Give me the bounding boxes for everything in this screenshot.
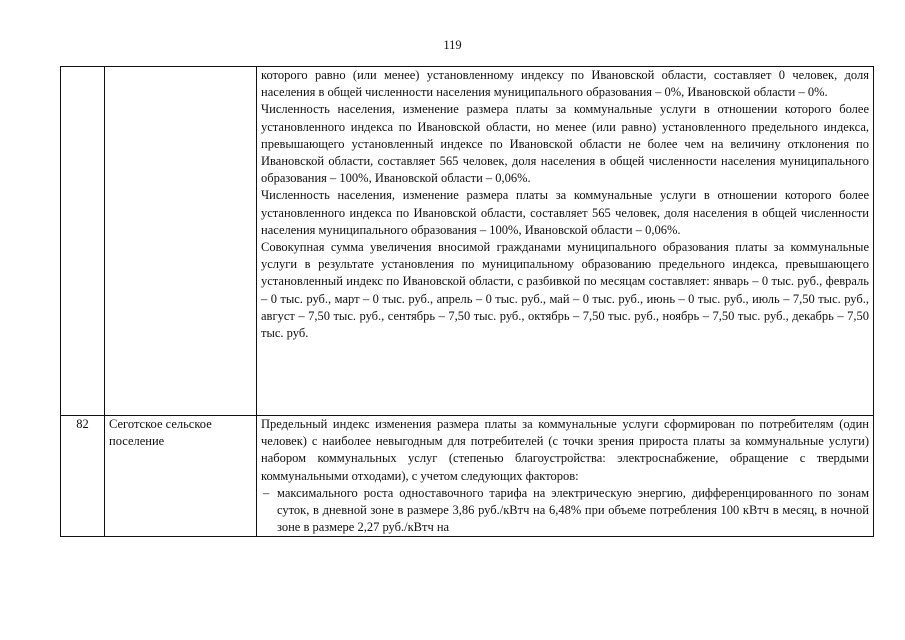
list-item-text: максимального роста одноставочного тарифа на электрическую энергию, дифференцированного по зонам суток, в дневной зоне в размере 3,86 руб./кВтч на 6,48% при объеме потребления 100 кВтч в месяц, в ночной зоне в размере 2,27 руб./кВтч на [277, 485, 869, 535]
paragraph: Численность населения, изменение размера платы за коммунальные услуги в отношении которого более установленного индекса по Ивановской области, но менее (или равно) установленного предельного индекса, превышающего установленный индексе по Ивановской области не более чем на величину отклонения по Ивановской области, составляет 565 человек, доля населения в общей численности населения муниципального образования – 100%, Ивановской области – 0,06%. [261, 102, 869, 186]
paragraph: Предельный индекс изменения размера платы за коммунальные услуги сформирован по потребителям (один человек) с наиболее невыгодным для потребителей (с точки зрения прироста платы за коммунальные услуги) набором коммунальных услуг (степенью благоустройства: электроснабжение, обращение с твердыми коммунальными отходами), с учетом следующих факторов: [261, 417, 869, 483]
paragraph: которого равно (или менее) установленному индексу по Ивановской области, составляет 0 человек, доля населения в общей численности населения муниципального образования – 0%, Ивановской области – 0%. [261, 68, 869, 100]
municipality-table [60, 66, 874, 537]
municipality-name-cell: Сеготское сельское поселение [105, 416, 257, 537]
table-row [61, 67, 874, 416]
description-cell [257, 67, 874, 416]
municipality-name-cell [105, 67, 257, 416]
page-number: 119 [443, 38, 462, 52]
description-cell [257, 416, 874, 537]
list-item [261, 485, 869, 537]
table-row [61, 416, 874, 537]
paragraph: Численность населения, изменение размера платы за коммунальные услуги в отношении которого более установленного индекса по Ивановской области, составляет 565 человек, доля населения в общей численности населения муниципального образования – 100%, Ивановской области – 0,06%. [261, 188, 869, 237]
list-marker: – [263, 485, 270, 500]
factor-list [261, 485, 869, 537]
paragraph: Совокупная сумма увеличения вносимой гражданами муниципального образования платы за коммунальные услуги в результате установления по муниципальному образованию предельного индекса, превышающего установленный индекс по Ивановской области, с разбивкой по месяцам составляет: январь – 0 тыс. руб., февраль – 0 тыс. руб., март – 0 тыс. руб., апрель – 0 тыс. руб., май – 0 тыс. руб., июнь – 0 тыс. руб., июль – 7,50 тыс. руб., август – 7,50 тыс. руб., сентябрь – 7,50 тыс. руб., октябрь – 7,50 тыс. руб., ноябрь – 7,50 тыс. руб., декабрь – 7,50 тыс. руб. [261, 240, 869, 341]
row-number-cell: 82 [61, 416, 105, 537]
row-number-cell [61, 67, 105, 416]
